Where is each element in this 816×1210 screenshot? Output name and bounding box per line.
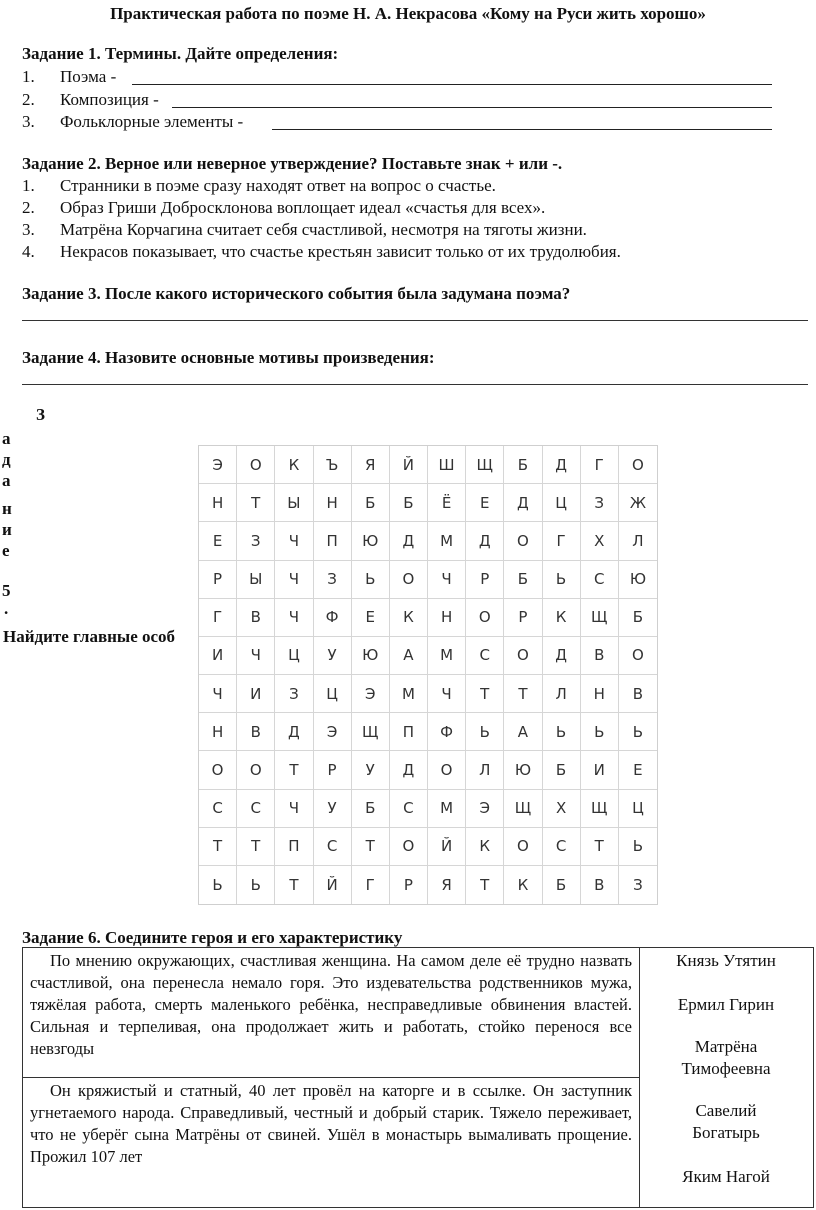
grid-cell[interactable]: Й [390, 446, 428, 484]
grid-cell[interactable]: Т [199, 828, 237, 866]
hero-yakim[interactable]: Яким Нагой [682, 1167, 770, 1186]
grid-cell[interactable]: С [581, 561, 619, 599]
grid-cell[interactable]: Ы [237, 561, 275, 599]
grid-cell[interactable]: Ё [428, 484, 466, 522]
grid-cell[interactable]: П [390, 713, 428, 751]
grid-cell[interactable]: Т [237, 828, 275, 866]
task6-heading: Задание 6. Соедините героя и его характеристику [22, 928, 403, 947]
grid-cell[interactable]: Щ [466, 446, 504, 484]
grid-cell[interactable]: З [275, 675, 313, 713]
grid-cell[interactable]: К [504, 866, 542, 904]
task2-item-3: 3. Матрёна Корчагина считает себя счастливой, несмотря на тяготы жизни. [22, 220, 587, 239]
grid-cell[interactable]: О [466, 599, 504, 637]
grid-cell[interactable]: Е [352, 599, 390, 637]
grid-cell[interactable]: Ф [428, 713, 466, 751]
grid-cell[interactable]: О [504, 637, 542, 675]
grid-cell[interactable]: Н [199, 713, 237, 751]
grid-cell[interactable]: З [633, 875, 643, 894]
grid-cell[interactable]: Ч [199, 675, 237, 713]
grid-cell[interactable]: Р [504, 599, 542, 637]
grid-cell[interactable]: Б [504, 446, 542, 484]
grid-cell[interactable]: А [504, 713, 542, 751]
task2-heading: Задание 2. Верное или неверное утверждение? Поставьте знак + или -. [22, 154, 563, 173]
grid-cell[interactable]: Д [466, 522, 504, 560]
grid-cell[interactable]: Ь [581, 713, 619, 751]
grid-cell[interactable]: Г [543, 522, 581, 560]
grid-cell[interactable]: Ю [352, 637, 390, 675]
grid-cell[interactable]: Ю [619, 561, 657, 599]
grid-cell[interactable]: Н [428, 599, 466, 637]
grid-cell[interactable]: А [390, 637, 428, 675]
grid-cell[interactable]: С [237, 790, 275, 828]
grid-cell[interactable]: Ц [275, 637, 313, 675]
grid-cell[interactable]: Р [466, 561, 504, 599]
grid-cell[interactable]: Ы [275, 484, 313, 522]
grid-cell[interactable]: Б [352, 484, 390, 522]
grid-cell[interactable]: У [314, 790, 352, 828]
grid-cell[interactable]: Р [314, 751, 352, 789]
grid-cell[interactable]: Х [543, 790, 581, 828]
grid-cell[interactable]: С [199, 790, 237, 828]
grid-cell[interactable]: С [543, 828, 581, 866]
grid-cell[interactable]: П [314, 522, 352, 560]
grid-cell[interactable]: Щ [581, 599, 619, 637]
grid-cell[interactable]: Ф [314, 599, 352, 637]
matching-table [22, 947, 814, 1208]
grid-cell[interactable]: З [581, 484, 619, 522]
grid-cell[interactable]: Ь [237, 866, 275, 904]
grid-cell[interactable]: Е [199, 522, 237, 560]
grid-cell[interactable]: К [275, 446, 313, 484]
grid-cell[interactable]: Д [275, 713, 313, 751]
task3-heading: Задание 3. После какого исторического события была задумана поэма? [22, 284, 571, 303]
grid-cell[interactable]: И [199, 637, 237, 675]
grid-cell[interactable]: О [504, 522, 542, 560]
grid-cell[interactable]: В [237, 713, 275, 751]
grid-cell[interactable]: З [314, 561, 352, 599]
task1-item-2: 2. Композиция - [22, 90, 159, 109]
grid-cell[interactable]: Б [390, 484, 428, 522]
grid-cell[interactable]: С [390, 790, 428, 828]
grid-cell[interactable]: М [428, 522, 466, 560]
grid-cell[interactable]: Д [504, 484, 542, 522]
grid-cell[interactable]: Н [581, 675, 619, 713]
grid-cell[interactable]: О [619, 446, 657, 484]
task1-heading: Задание 1. Термины. Дайте определения: [22, 44, 339, 63]
answer-line[interactable] [22, 320, 808, 321]
answer-line[interactable] [272, 129, 772, 130]
grid-cell[interactable]: Ъ [314, 446, 352, 484]
task2-item-2: 2. Образ Гриши Добросклонова воплощает идеал «счастья для всех». [22, 198, 546, 217]
grid-cell[interactable]: Щ [581, 790, 619, 828]
grid-cell[interactable]: В [581, 866, 619, 904]
grid-cell[interactable]: Д [543, 637, 581, 675]
grid-cell[interactable]: Щ [504, 790, 542, 828]
grid-cell[interactable]: О [390, 561, 428, 599]
grid-cell[interactable]: Я [352, 446, 390, 484]
grid-cell[interactable]: Ч [428, 561, 466, 599]
grid-cell[interactable]: И [581, 751, 619, 789]
page-title: Практическая работа по поэме Н. А. Некрасова «Кому на Руси жить хорошо» [110, 4, 706, 23]
grid-cell[interactable]: Т [581, 828, 619, 866]
answer-line[interactable] [172, 107, 772, 108]
hero-utyatin[interactable]: Князь Утятин [676, 951, 776, 970]
grid-cell[interactable]: О [428, 751, 466, 789]
grid-cell[interactable]: Ч [428, 675, 466, 713]
description-2: Он кряжистый и статный, 40 лет провёл на каторге и в ссылке. Он заступник угнетаемого народа. Справедливый, честный и добрый старик. Тяжело переживает, что не уберёг сына Матрёны от свиней. Ушёл в монастырь вымаливать прощение. Прожил 107 лет [30, 1081, 632, 1166]
grid-cell[interactable]: Л [543, 675, 581, 713]
grid-cell[interactable]: Ч [275, 599, 313, 637]
grid-cell[interactable]: Э [314, 713, 352, 751]
grid-cell[interactable]: Ч [275, 522, 313, 560]
grid-cell[interactable]: О [619, 637, 657, 675]
grid-cell[interactable]: Д [390, 522, 428, 560]
heroes-cell [640, 948, 814, 1208]
grid-cell[interactable]: Л [466, 751, 504, 789]
grid-cell[interactable]: Ч [275, 790, 313, 828]
grid-cell[interactable]: Ь [619, 828, 657, 866]
grid-cell[interactable]: Е [619, 751, 657, 789]
task2-item-4: 4. Некрасов показывает, что счастье крестьян зависит только от их трудолюбия. [22, 242, 621, 261]
grid-cell[interactable]: П [275, 828, 313, 866]
grid-cell[interactable]: В [237, 599, 275, 637]
answer-line[interactable] [22, 384, 808, 385]
grid-cell[interactable]: Ю [352, 522, 390, 560]
grid-cell[interactable]: Т [466, 866, 504, 904]
grid-cell[interactable]: Ь [543, 561, 581, 599]
grid-cell[interactable]: Г [352, 866, 390, 904]
grid-cell[interactable]: Е [466, 484, 504, 522]
grid-cell[interactable]: О [237, 446, 275, 484]
grid-cell[interactable]: Э [199, 446, 237, 484]
grid-cell[interactable]: К [466, 828, 504, 866]
grid-cell[interactable]: К [390, 599, 428, 637]
grid-cell[interactable]: Ь [619, 713, 657, 751]
grid-cell[interactable]: Ь [543, 713, 581, 751]
grid-cell[interactable]: М [390, 675, 428, 713]
grid-cell[interactable]: Ж [619, 484, 657, 522]
grid-cell[interactable]: Д [390, 751, 428, 789]
grid-cell[interactable]: Р [390, 866, 428, 904]
grid-cell[interactable]: У [352, 751, 390, 789]
grid-cell[interactable]: Г [581, 446, 619, 484]
grid-cell[interactable]: К [543, 599, 581, 637]
grid-cell[interactable]: Ь [199, 866, 237, 904]
hero-saveliy[interactable]: Савелий Богатырь [692, 1101, 760, 1142]
grid-cell[interactable]: Ц [543, 484, 581, 522]
grid-cell[interactable]: Ь [352, 561, 390, 599]
task4-heading: Задание 4. Назовите основные мотивы произведения: [22, 348, 435, 367]
task2-item-1: 1. Странники в поэме сразу находят ответ на вопрос о счастье. [22, 176, 496, 195]
grid-cell[interactable]: Й [428, 828, 466, 866]
grid-cell[interactable]: Ч [237, 637, 275, 675]
description-cell [23, 948, 640, 1078]
description-1: По мнению окружающих, счастливая женщина. На самом деле её трудно назвать счастливой, она перенесла немало горя. Это издевательства родственников мужа, тяжёлая работа, смерть маленького ребёнка, несправедливые обвинения властей. Сильная и терпеливая, она продолжает жить и работать, стойко перенося все невзгоды [30, 951, 632, 1058]
task5-instruction: Найдите главные особ [3, 627, 176, 646]
grid-cell[interactable]: М [428, 637, 466, 675]
grid-cell[interactable]: Э [352, 675, 390, 713]
answer-line[interactable] [132, 84, 772, 85]
grid-cell[interactable]: Т [275, 751, 313, 789]
grid-cell[interactable]: О [237, 751, 275, 789]
hero-matryona[interactable]: Матрёна Тимофеевна [681, 1037, 771, 1078]
task1-item-3: 3. Фольклорные элементы - [22, 112, 244, 131]
grid-cell[interactable]: Ц [314, 675, 352, 713]
grid-cell[interactable]: З [237, 522, 275, 560]
grid-cell[interactable]: Б [352, 790, 390, 828]
grid-cell[interactable]: Н [314, 484, 352, 522]
grid-cell[interactable]: Б [504, 561, 542, 599]
grid-cell[interactable]: Ш [428, 446, 466, 484]
grid-cell[interactable]: Т [504, 675, 542, 713]
grid-cell[interactable]: Ь [466, 713, 504, 751]
hero-girin[interactable]: Ермил Гирин [677, 995, 775, 1014]
grid-cell[interactable]: Э [466, 790, 504, 828]
grid-cell[interactable]: Я [428, 866, 466, 904]
grid-cell[interactable]: М [428, 790, 466, 828]
grid-cell[interactable]: Д [543, 446, 581, 484]
description-cell [23, 1078, 640, 1208]
grid-cell[interactable]: О [390, 828, 428, 866]
grid-cell[interactable]: В [619, 675, 657, 713]
grid-cell[interactable]: Л [619, 522, 657, 560]
grid-cell[interactable]: Т [237, 484, 275, 522]
grid-cell[interactable]: У [314, 637, 352, 675]
grid-cell[interactable]: С [466, 637, 504, 675]
grid-cell[interactable]: Ю [504, 751, 542, 789]
grid-cell[interactable]: Б [619, 599, 657, 637]
grid-cell[interactable]: Р [199, 561, 237, 599]
grid-cell[interactable]: Г [199, 599, 237, 637]
grid-cell[interactable]: С [314, 828, 352, 866]
grid-cell[interactable]: Н [199, 484, 237, 522]
grid-cell[interactable]: Т [352, 828, 390, 866]
grid-cell[interactable]: О [199, 751, 237, 789]
grid-cell[interactable]: Й [314, 866, 352, 904]
task1-item-1: 1. Поэма - [22, 67, 117, 86]
grid-cell[interactable]: О [504, 828, 542, 866]
grid-cell[interactable]: Щ [352, 713, 390, 751]
grid-cell[interactable]: Б [543, 866, 581, 904]
grid-cell[interactable]: И [237, 675, 275, 713]
grid-cell[interactable]: Ц [619, 790, 657, 828]
grid-cell[interactable]: Х [581, 522, 619, 560]
grid-cell[interactable]: Б [543, 751, 581, 789]
grid-cell[interactable]: В [581, 637, 619, 675]
grid-cell[interactable]: Ч [275, 561, 313, 599]
grid-cell[interactable]: Т [466, 675, 504, 713]
grid-cell[interactable]: Т [275, 866, 313, 904]
word-search-grid [198, 445, 658, 905]
